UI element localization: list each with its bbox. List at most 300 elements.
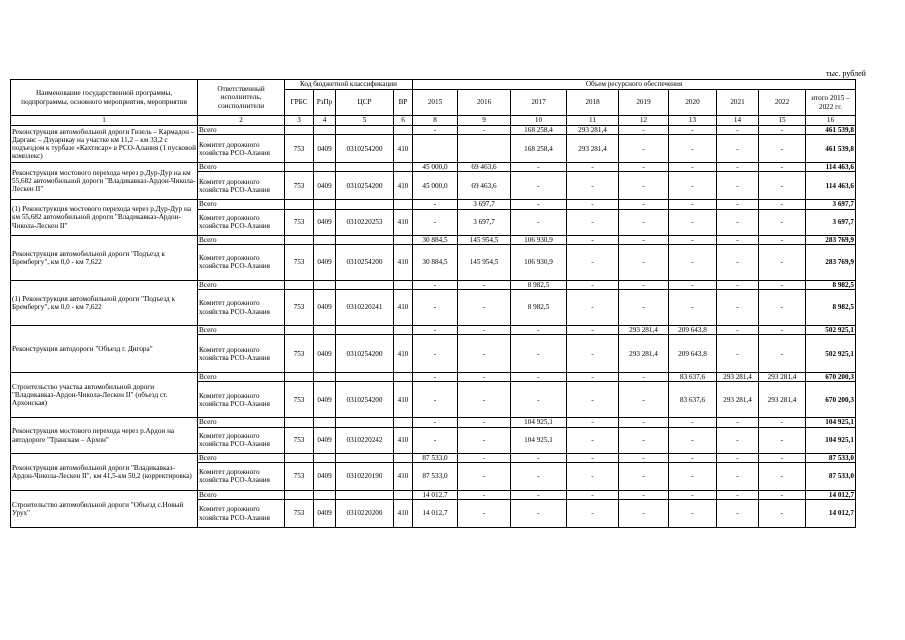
year-value: - bbox=[567, 280, 619, 289]
year-value: - bbox=[619, 462, 669, 490]
column-number: 12 bbox=[619, 116, 669, 126]
year-value: - bbox=[413, 326, 458, 335]
year-value: - bbox=[717, 163, 759, 172]
year-value: - bbox=[619, 244, 669, 280]
year-value: - bbox=[511, 200, 567, 209]
year-value: 106 930,9 bbox=[511, 235, 567, 244]
code-cell-empty bbox=[336, 453, 394, 462]
column-number: 8 bbox=[413, 116, 458, 126]
year-value: - bbox=[413, 290, 458, 326]
code-cell-empty bbox=[314, 418, 336, 427]
total-value: 14 012,7 bbox=[806, 490, 856, 499]
year-value: 3 697,7 bbox=[458, 209, 511, 235]
csr-code: 0310254200 bbox=[336, 335, 394, 373]
total-value: 8 982,5 bbox=[806, 290, 856, 326]
year-value: - bbox=[669, 290, 717, 326]
code-cell-empty bbox=[336, 373, 394, 382]
rzpr-code: 0409 bbox=[314, 427, 336, 453]
measure-name: (1) Реконструкция автомобильной дороги "Подъезд к Брембергу", км 0,0 - км 7,622 bbox=[11, 280, 198, 325]
table-row-total bbox=[11, 373, 856, 382]
measure-name: Реконструкция мостового перехода через р.Ардон на автодороге "Транскам – Архон" bbox=[11, 418, 198, 453]
year-value: - bbox=[619, 209, 669, 235]
year-value: 293 281,4 bbox=[759, 382, 806, 418]
year-value: - bbox=[669, 418, 717, 427]
year-value: - bbox=[567, 418, 619, 427]
rzpr-code: 0409 bbox=[314, 244, 336, 280]
column-number: 10 bbox=[511, 116, 567, 126]
year-value: 69 463,6 bbox=[458, 163, 511, 172]
year-value: - bbox=[669, 135, 717, 163]
resource-table bbox=[10, 79, 856, 528]
year-value: - bbox=[759, 326, 806, 335]
year-value: 168 258,4 bbox=[511, 126, 567, 135]
year-value: - bbox=[567, 200, 619, 209]
units-label: тыс. рублей bbox=[826, 69, 866, 78]
header-total: итого 2015 – 2022 гг. bbox=[806, 90, 856, 116]
year-value: - bbox=[759, 418, 806, 427]
year-value: - bbox=[413, 382, 458, 418]
rzpr-code: 0409 bbox=[314, 209, 336, 235]
year-value: - bbox=[458, 490, 511, 499]
year-value: - bbox=[413, 427, 458, 453]
table-row-total bbox=[11, 200, 856, 209]
vr-code: 410 bbox=[394, 335, 413, 373]
header-rzpr: РзПр bbox=[314, 90, 336, 116]
year-value: - bbox=[458, 453, 511, 462]
header-year: 2019 bbox=[619, 90, 669, 116]
table-row-total bbox=[11, 453, 856, 462]
column-number: 2 bbox=[198, 116, 285, 126]
year-value bbox=[413, 135, 458, 163]
code-cell-empty bbox=[336, 200, 394, 209]
code-cell-empty bbox=[336, 490, 394, 499]
code-cell-empty bbox=[314, 280, 336, 289]
code-cell-empty bbox=[285, 200, 314, 209]
header-resource-group: Объем ресурсного обеспечения bbox=[413, 80, 856, 90]
year-value: - bbox=[619, 427, 669, 453]
table-row-total bbox=[11, 235, 856, 244]
column-number: 6 bbox=[394, 116, 413, 126]
year-value: 87 533,0 bbox=[413, 453, 458, 462]
code-cell-empty bbox=[314, 200, 336, 209]
code-cell-empty bbox=[394, 418, 413, 427]
year-value: - bbox=[511, 209, 567, 235]
total-value: 104 925,1 bbox=[806, 418, 856, 427]
year-value: - bbox=[717, 235, 759, 244]
year-value: 83 637,6 bbox=[669, 382, 717, 418]
year-value: - bbox=[619, 163, 669, 172]
responsible-organisation: Комитет дорожного хозяйства РСО-Алания bbox=[198, 244, 285, 280]
year-value: - bbox=[669, 235, 717, 244]
year-value: - bbox=[511, 163, 567, 172]
csr-code: 0310220241 bbox=[336, 290, 394, 326]
grbs-code: 753 bbox=[285, 462, 314, 490]
rzpr-code: 0409 bbox=[314, 135, 336, 163]
rzpr-code: 0409 bbox=[314, 335, 336, 373]
column-number: 14 bbox=[717, 116, 759, 126]
responsible-label: Всего bbox=[198, 373, 285, 382]
header-vr: ВР bbox=[394, 90, 413, 116]
total-value: 283 769,9 bbox=[806, 244, 856, 280]
code-cell-empty bbox=[394, 200, 413, 209]
year-value: - bbox=[619, 135, 669, 163]
code-cell-empty bbox=[394, 280, 413, 289]
csr-code: 0310254200 bbox=[336, 135, 394, 163]
header-year: 2017 bbox=[511, 90, 567, 116]
year-value: 293 281,4 bbox=[619, 335, 669, 373]
vr-code: 410 bbox=[394, 427, 413, 453]
year-value: - bbox=[759, 135, 806, 163]
responsible-label: Всего bbox=[198, 326, 285, 335]
year-value: - bbox=[458, 462, 511, 490]
total-value: 461 539,8 bbox=[806, 135, 856, 163]
year-value: 3 697,7 bbox=[458, 200, 511, 209]
code-cell-empty bbox=[394, 373, 413, 382]
year-value: 209 643,8 bbox=[669, 326, 717, 335]
year-value: - bbox=[669, 209, 717, 235]
year-value: - bbox=[669, 200, 717, 209]
grbs-code: 753 bbox=[285, 244, 314, 280]
responsible-label: Всего bbox=[198, 200, 285, 209]
year-value: - bbox=[669, 500, 717, 528]
total-value: 8 982,5 bbox=[806, 280, 856, 289]
year-value: - bbox=[619, 290, 669, 326]
year-value: - bbox=[567, 490, 619, 499]
table-row-total bbox=[11, 163, 856, 172]
year-value: - bbox=[458, 126, 511, 135]
code-cell-empty bbox=[394, 126, 413, 135]
year-value: - bbox=[717, 462, 759, 490]
year-value: 293 281,4 bbox=[759, 373, 806, 382]
year-value: - bbox=[759, 427, 806, 453]
year-value: - bbox=[511, 462, 567, 490]
year-value: - bbox=[413, 373, 458, 382]
rzpr-code: 0409 bbox=[314, 172, 336, 200]
rzpr-code: 0409 bbox=[314, 290, 336, 326]
year-value: - bbox=[669, 172, 717, 200]
year-value: - bbox=[567, 500, 619, 528]
year-value: - bbox=[458, 373, 511, 382]
column-number: 13 bbox=[669, 116, 717, 126]
year-value: - bbox=[619, 235, 669, 244]
year-value: - bbox=[413, 280, 458, 289]
year-value: - bbox=[567, 462, 619, 490]
code-cell-empty bbox=[285, 418, 314, 427]
responsible-organisation: Комитет дорожного хозяйства РСО-Алания bbox=[198, 209, 285, 235]
year-value: - bbox=[567, 235, 619, 244]
year-value: 30 884,5 bbox=[413, 244, 458, 280]
column-number-row bbox=[11, 116, 856, 126]
responsible-organisation: Комитет дорожного хозяйства РСО-Алания bbox=[198, 172, 285, 200]
year-value: 145 954,5 bbox=[458, 244, 511, 280]
header-code-group: Код бюджетной классификации bbox=[285, 80, 413, 90]
grbs-code: 753 bbox=[285, 427, 314, 453]
year-value: - bbox=[759, 335, 806, 373]
table-row-total bbox=[11, 126, 856, 135]
grbs-code: 753 bbox=[285, 335, 314, 373]
rzpr-code: 0409 bbox=[314, 462, 336, 490]
year-value: - bbox=[413, 418, 458, 427]
year-value: - bbox=[717, 500, 759, 528]
year-value: - bbox=[413, 200, 458, 209]
code-cell-empty bbox=[336, 163, 394, 172]
total-value: 502 925,1 bbox=[806, 326, 856, 335]
year-value: - bbox=[759, 280, 806, 289]
year-value: 293 281,4 bbox=[567, 126, 619, 135]
year-value: 104 925,1 bbox=[511, 427, 567, 453]
table-row-total bbox=[11, 490, 856, 499]
grbs-code: 753 bbox=[285, 500, 314, 528]
header-year: 2020 bbox=[669, 90, 717, 116]
year-value: - bbox=[717, 244, 759, 280]
vr-code: 410 bbox=[394, 500, 413, 528]
code-cell-empty bbox=[394, 163, 413, 172]
year-value: - bbox=[717, 427, 759, 453]
code-cell-empty bbox=[285, 235, 314, 244]
csr-code: 0310254200 bbox=[336, 172, 394, 200]
year-value: - bbox=[759, 490, 806, 499]
year-value: - bbox=[717, 172, 759, 200]
header-csr: ЦСР bbox=[336, 90, 394, 116]
year-value: - bbox=[458, 335, 511, 373]
year-value: 106 930,9 bbox=[511, 244, 567, 280]
csr-code: 0310254200 bbox=[336, 244, 394, 280]
year-value: - bbox=[669, 490, 717, 499]
year-value: - bbox=[458, 500, 511, 528]
year-value: - bbox=[567, 163, 619, 172]
column-number: 15 bbox=[759, 116, 806, 126]
grbs-code: 753 bbox=[285, 209, 314, 235]
year-value: - bbox=[619, 500, 669, 528]
measure-name: Реконструкция автомобильной дороги "Владикавказ-Ардон-Чикола-Лескен II", км 41,5-км 50,2 (корректировка) bbox=[11, 453, 198, 490]
responsible-label: Всего bbox=[198, 280, 285, 289]
header-year: 2015 bbox=[413, 90, 458, 116]
code-cell-empty bbox=[336, 326, 394, 335]
year-value: - bbox=[717, 490, 759, 499]
year-value: - bbox=[619, 382, 669, 418]
total-value: 14 012,7 bbox=[806, 500, 856, 528]
year-value: 145 954,5 bbox=[458, 235, 511, 244]
responsible-organisation: Комитет дорожного хозяйства РСО-Алания bbox=[198, 382, 285, 418]
vr-code: 410 bbox=[394, 172, 413, 200]
responsible-organisation: Комитет дорожного хозяйства РСО-Алания bbox=[198, 462, 285, 490]
year-value: 83 637,6 bbox=[669, 373, 717, 382]
year-value: 293 281,4 bbox=[717, 382, 759, 418]
header-grbs: ГРБС bbox=[285, 90, 314, 116]
code-cell-empty bbox=[336, 280, 394, 289]
code-cell-empty bbox=[394, 490, 413, 499]
responsible-label: Всего bbox=[198, 418, 285, 427]
year-value: - bbox=[619, 172, 669, 200]
csr-code: 0310220242 bbox=[336, 427, 394, 453]
rzpr-code: 0409 bbox=[314, 382, 336, 418]
year-value: - bbox=[717, 335, 759, 373]
total-value: 502 925,1 bbox=[806, 335, 856, 373]
year-value: - bbox=[759, 453, 806, 462]
header-year: 2018 bbox=[567, 90, 619, 116]
year-value: - bbox=[567, 326, 619, 335]
responsible-organisation: Комитет дорожного хозяйства РСО-Алания bbox=[198, 500, 285, 528]
total-value: 670 200,3 bbox=[806, 382, 856, 418]
year-value: - bbox=[669, 126, 717, 135]
year-value: - bbox=[567, 209, 619, 235]
header-year: 2021 bbox=[717, 90, 759, 116]
year-value: - bbox=[511, 172, 567, 200]
vr-code: 410 bbox=[394, 290, 413, 326]
year-value: - bbox=[717, 200, 759, 209]
header-year: 2016 bbox=[458, 90, 511, 116]
csr-code: 0310220190 bbox=[336, 462, 394, 490]
year-value: - bbox=[759, 172, 806, 200]
vr-code: 410 bbox=[394, 135, 413, 163]
responsible-organisation: Комитет дорожного хозяйства РСО-Алания bbox=[198, 335, 285, 373]
table-row-total bbox=[11, 418, 856, 427]
vr-code: 410 bbox=[394, 382, 413, 418]
measure-name: Реконструкция автомобильной дороги Гизель – Кармадон – Даргавс – Дзуарикау на участке км 11,2 – км 33,2 с подъездом к турбазе «Кахтисар» в РСО-Алания (1 пусковой комплекс) bbox=[11, 126, 198, 163]
year-value: - bbox=[511, 490, 567, 499]
year-value: - bbox=[567, 373, 619, 382]
column-number: 1 bbox=[11, 116, 198, 126]
code-cell-empty bbox=[285, 490, 314, 499]
code-cell-empty bbox=[285, 163, 314, 172]
code-cell-empty bbox=[336, 418, 394, 427]
responsible-label: Всего bbox=[198, 453, 285, 462]
total-value: 87 533,0 bbox=[806, 462, 856, 490]
total-value: 461 539,8 bbox=[806, 126, 856, 135]
year-value: - bbox=[458, 326, 511, 335]
csr-code: 0310254200 bbox=[336, 382, 394, 418]
year-value: - bbox=[413, 335, 458, 373]
year-value: - bbox=[669, 244, 717, 280]
responsible-label: Всего bbox=[198, 163, 285, 172]
year-value: - bbox=[567, 427, 619, 453]
header-year: 2022 bbox=[759, 90, 806, 116]
year-value: - bbox=[619, 373, 669, 382]
grbs-code: 753 bbox=[285, 382, 314, 418]
column-number: 3 bbox=[285, 116, 314, 126]
year-value: - bbox=[759, 244, 806, 280]
year-value: 168 258,4 bbox=[511, 135, 567, 163]
code-cell-empty bbox=[285, 326, 314, 335]
year-value: - bbox=[458, 280, 511, 289]
year-value: - bbox=[619, 280, 669, 289]
year-value: - bbox=[619, 418, 669, 427]
year-value: - bbox=[458, 427, 511, 453]
year-value: - bbox=[669, 453, 717, 462]
year-value: - bbox=[759, 209, 806, 235]
year-value: - bbox=[511, 326, 567, 335]
vr-code: 410 bbox=[394, 462, 413, 490]
grbs-code: 753 bbox=[285, 172, 314, 200]
total-value: 670 200,3 bbox=[806, 373, 856, 382]
measure-name: Реконструкция автомобильной дороги "Подъезд к Брембергу", км 0,0 - км 7,622 bbox=[11, 235, 198, 280]
header-name: Наименование государственной программы, подпрограммы, основного мероприятия, мероприятия bbox=[11, 80, 198, 116]
year-value: - bbox=[458, 418, 511, 427]
year-value: - bbox=[567, 453, 619, 462]
year-value: - bbox=[717, 453, 759, 462]
code-cell-empty bbox=[394, 235, 413, 244]
responsible-organisation: Комитет дорожного хозяйства РСО-Алания bbox=[198, 290, 285, 326]
vr-code: 410 bbox=[394, 244, 413, 280]
total-value: 283 769,9 bbox=[806, 235, 856, 244]
code-cell-empty bbox=[336, 235, 394, 244]
year-value: - bbox=[458, 290, 511, 326]
year-value: - bbox=[717, 209, 759, 235]
year-value: - bbox=[669, 427, 717, 453]
responsible-organisation: Комитет дорожного хозяйства РСО-Алания bbox=[198, 427, 285, 453]
code-cell-empty bbox=[285, 373, 314, 382]
total-value: 104 925,1 bbox=[806, 427, 856, 453]
code-cell-empty bbox=[314, 373, 336, 382]
year-value: - bbox=[717, 280, 759, 289]
grbs-code: 753 bbox=[285, 290, 314, 326]
year-value: 8 982,5 bbox=[511, 290, 567, 326]
year-value: - bbox=[567, 172, 619, 200]
year-value: - bbox=[669, 280, 717, 289]
total-value: 87 533,0 bbox=[806, 453, 856, 462]
code-cell-empty bbox=[394, 453, 413, 462]
year-value: 209 643,8 bbox=[669, 335, 717, 373]
code-cell-empty bbox=[314, 490, 336, 499]
year-value: - bbox=[759, 200, 806, 209]
year-value: - bbox=[511, 453, 567, 462]
year-value: - bbox=[717, 126, 759, 135]
table-row-total bbox=[11, 326, 856, 335]
year-value: 30 884,5 bbox=[413, 235, 458, 244]
year-value: 45 000,0 bbox=[413, 172, 458, 200]
year-value: - bbox=[619, 126, 669, 135]
year-value: - bbox=[717, 418, 759, 427]
total-value: 114 463,6 bbox=[806, 163, 856, 172]
column-number: 11 bbox=[567, 116, 619, 126]
code-cell-empty bbox=[314, 326, 336, 335]
year-value: - bbox=[759, 126, 806, 135]
total-value: 3 697,7 bbox=[806, 200, 856, 209]
year-value: 8 982,5 bbox=[511, 280, 567, 289]
year-value: - bbox=[567, 335, 619, 373]
year-value: - bbox=[759, 235, 806, 244]
year-value: 293 281,4 bbox=[567, 135, 619, 163]
year-value: - bbox=[759, 500, 806, 528]
code-cell-empty bbox=[314, 126, 336, 135]
code-cell-empty bbox=[285, 453, 314, 462]
year-value: - bbox=[759, 290, 806, 326]
total-value: 114 463,6 bbox=[806, 172, 856, 200]
responsible-label: Всего bbox=[198, 126, 285, 135]
year-value: - bbox=[717, 290, 759, 326]
total-value: 3 697,7 bbox=[806, 209, 856, 235]
measure-name: Строительство автомобильной дороги "Объезд с.Новый Урух" bbox=[11, 490, 198, 527]
rzpr-code: 0409 bbox=[314, 500, 336, 528]
year-value: - bbox=[458, 382, 511, 418]
year-value: - bbox=[759, 462, 806, 490]
year-value: - bbox=[413, 126, 458, 135]
code-cell-empty bbox=[285, 126, 314, 135]
year-value: 104 925,1 bbox=[511, 418, 567, 427]
vr-code: 410 bbox=[394, 209, 413, 235]
year-value: - bbox=[413, 209, 458, 235]
year-value: 14 012,7 bbox=[413, 490, 458, 499]
year-value: - bbox=[717, 135, 759, 163]
responsible-label: Всего bbox=[198, 235, 285, 244]
table-row-total bbox=[11, 280, 856, 289]
year-value: 45 000,0 bbox=[413, 163, 458, 172]
column-number: 5 bbox=[336, 116, 394, 126]
code-cell-empty bbox=[394, 326, 413, 335]
year-value: - bbox=[567, 290, 619, 326]
csr-code: 0310220200 bbox=[336, 500, 394, 528]
year-value bbox=[458, 135, 511, 163]
